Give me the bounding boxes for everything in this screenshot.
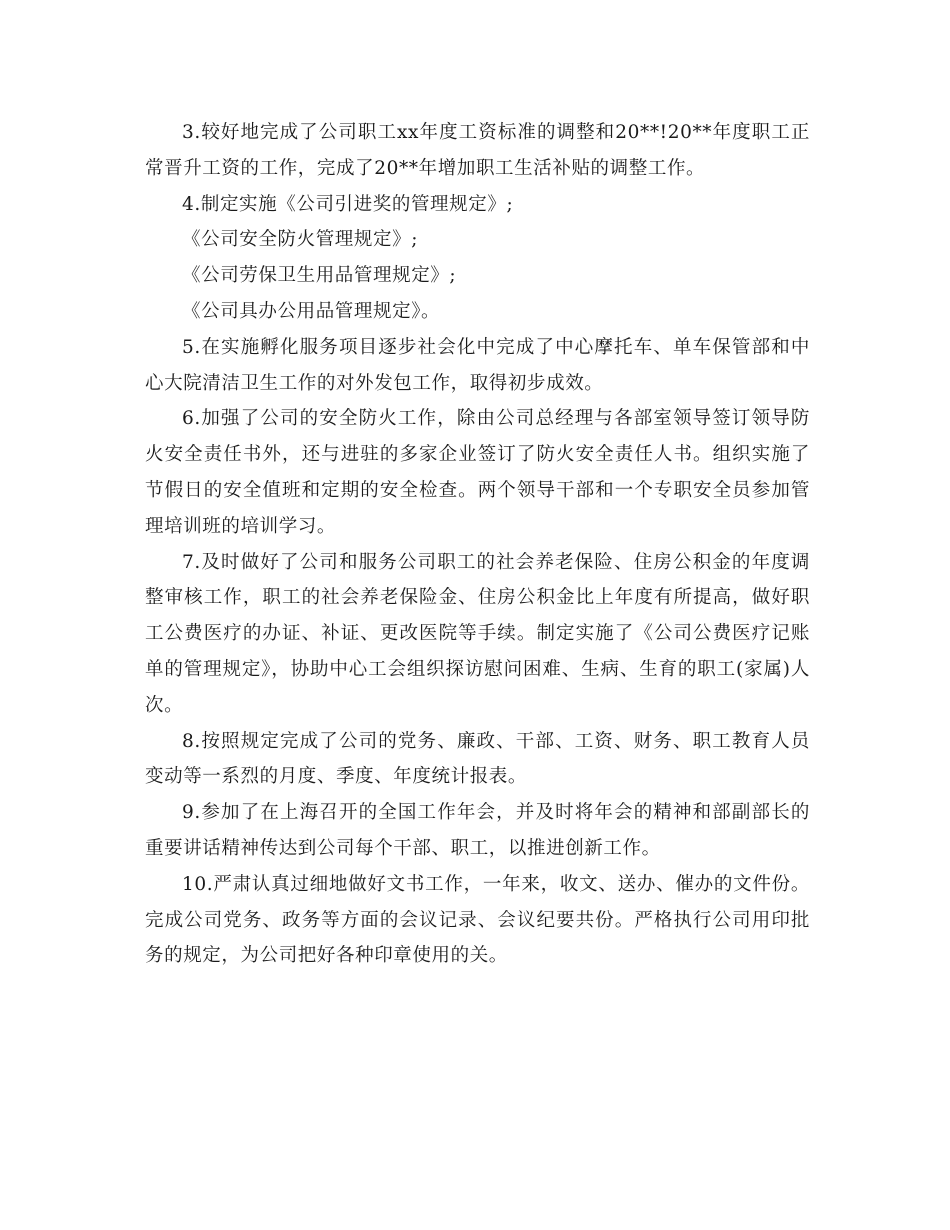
regulation-fire-safety: 《公司安全防火管理规定》; [182, 229, 419, 251]
regulation-labor-protection: 《公司劳保卫生用品管理规定》; [182, 265, 457, 287]
paragraph-item-6: 6.加强了公司的安全防火工作，除由公司总经理与各部室领导签订领导防火安全责任书外，还与进驻的多家企业签订了防火安全责任人书。组织实施了节假日的安全值班和定期的安全检查。两个领导干部和一个专职安全员参加管理培训班的培训学习。 [145, 408, 810, 537]
document-body [145, 115, 810, 974]
paragraph-item-9: 9.参加了在上海召开的全国工作年会，并及时将年会的精神和部副部长的重要讲话精神传达到公司每个干部、职工，以推进创新工作。 [145, 802, 810, 859]
paragraph-item-8: 8.按照规定完成了公司的党务、廉政、干部、工资、财务、职工教育人员变动等一系烈的月度、季度、年度统计报表。 [145, 730, 810, 788]
regulation-office-supplies: 《公司具办公用品管理规定》。 [182, 300, 441, 322]
paragraph-item-7: 7.及时做好了公司和服务公司职工的社会养老保险、住房公积金的年度调整审核工作，职工的社会养老保险金、住房公积金比上年度有所提高，做好职工公费医疗的办证、补证、更改医院等手续。制定实施了《公司公费医疗记账单的管理规定》，协助中心工会组织探访慰问困难、生病、生育的职工(家属)人次。 [145, 551, 810, 716]
paragraph-item-3: 3.较好地完成了公司职工xx年度工资标准的调整和20**!20**年度职工正常晋升工资的工作，完成了20**年增加职工生活补贴的调整工作。 [145, 122, 810, 179]
paragraph-item-4: 4.制定实施《公司引进奖的管理规定》; [182, 193, 514, 215]
paragraph-item-10: 10.严肃认真过细地做好文书工作，一年来，收文、送办、催办的文件份。完成公司党务、政务等方面的会议记录、会议纪要共份。严格执行公司用印批务的规定，为公司把好各种印章使用的关。 [145, 873, 810, 967]
paragraph-item-5: 5.在实施孵化服务项目逐步社会化中完成了中心摩托车、单车保管部和中心大院清洁卫生工作的对外发包工作，取得初步成效。 [145, 336, 810, 394]
